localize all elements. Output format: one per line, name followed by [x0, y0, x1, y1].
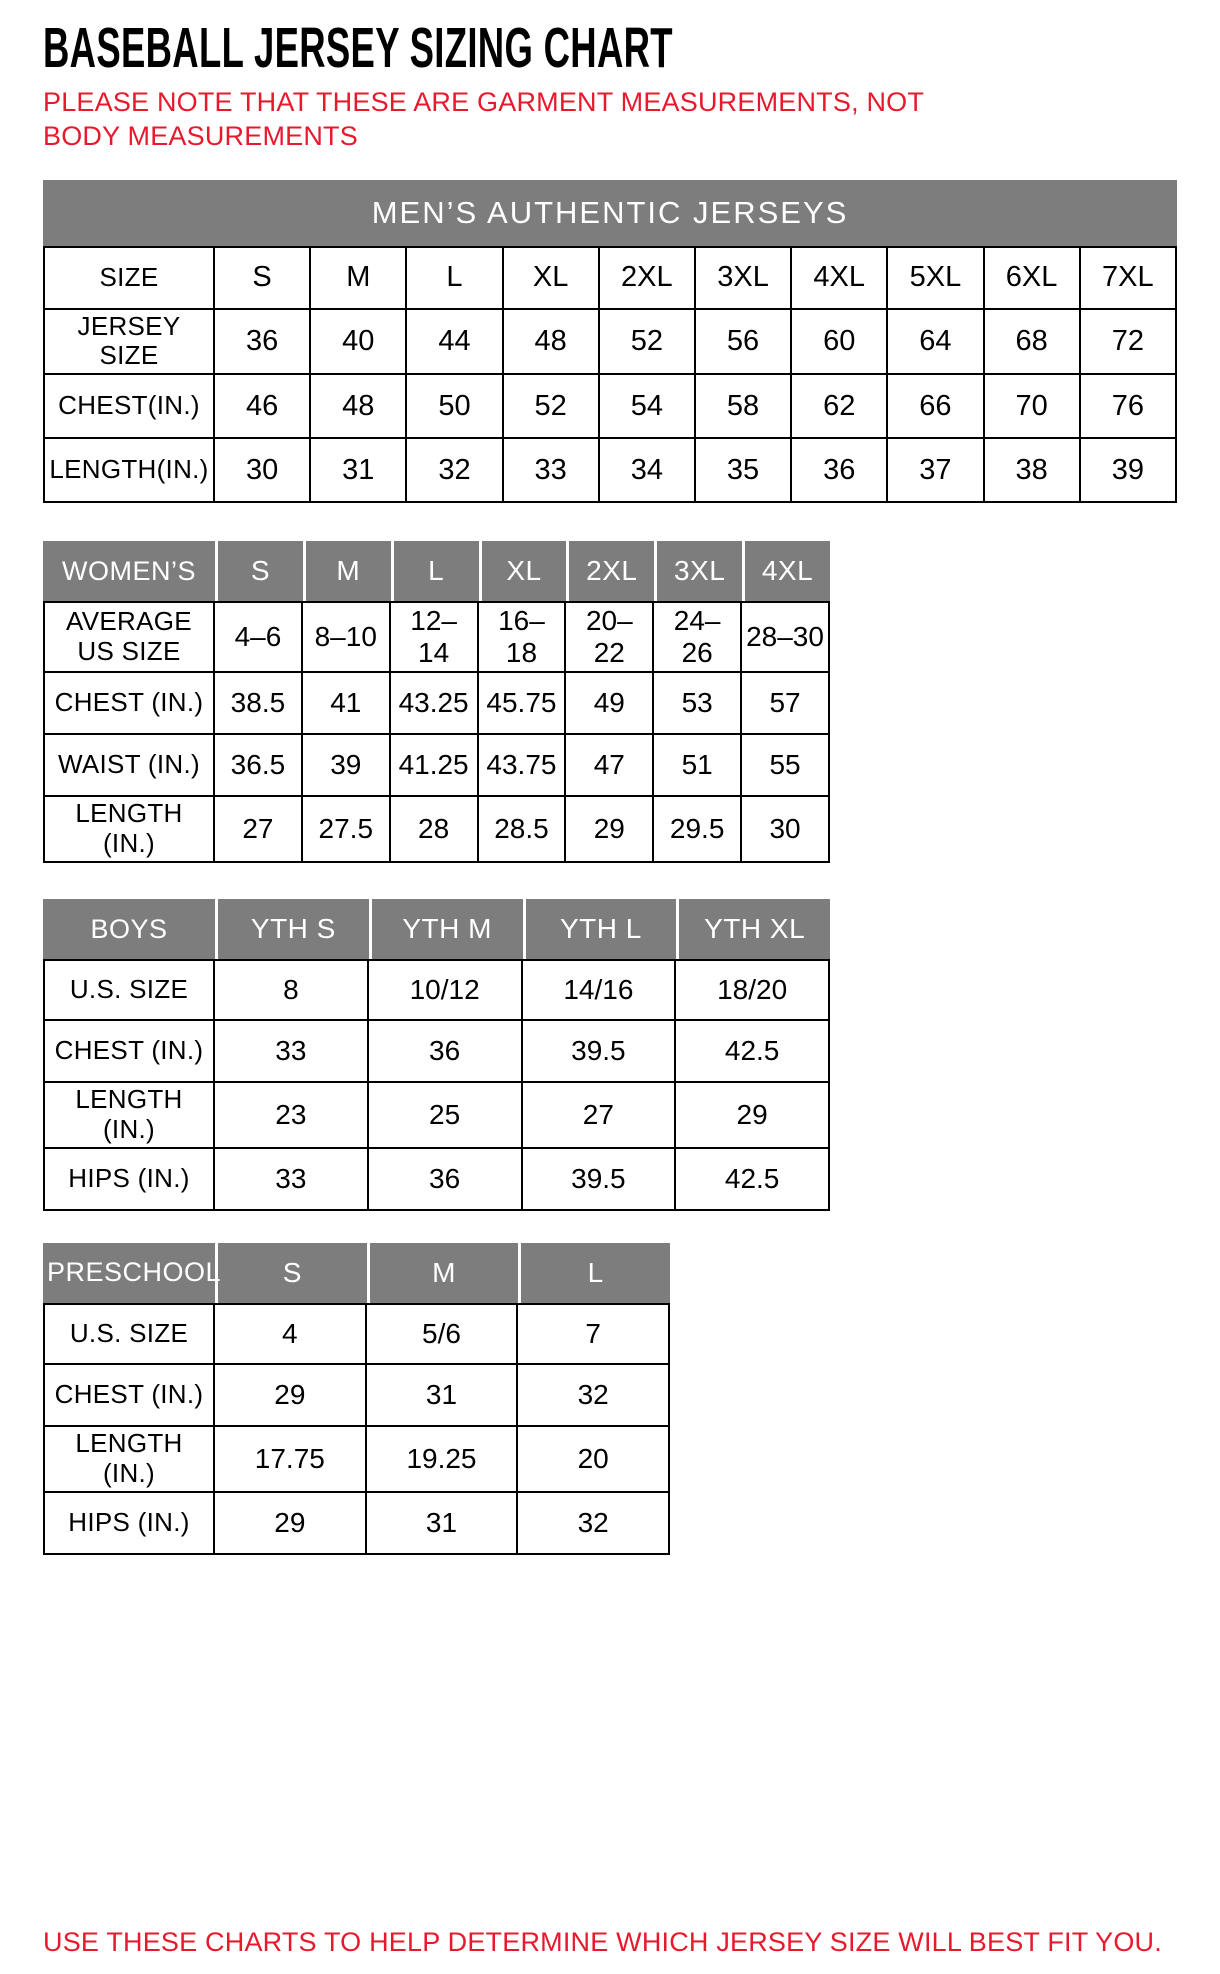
value-cell: 5/6 — [367, 1303, 519, 1365]
value-cell: 7 — [518, 1303, 670, 1365]
mens-title-row — [43, 180, 1177, 246]
value-cell: 42.5 — [676, 1149, 830, 1211]
value-cell: 47 — [566, 735, 654, 797]
value-cell: 23 — [215, 1083, 369, 1149]
value-cell: 36 — [369, 1149, 523, 1211]
value-cell: 28 — [391, 797, 479, 863]
value-cell: 19.25 — [367, 1427, 519, 1493]
value-cell: 4–6 — [215, 601, 303, 673]
value-cell: 39 — [303, 735, 391, 797]
size-header-cell: L — [518, 1243, 670, 1303]
value-cell: 29.5 — [654, 797, 742, 863]
header-label: WOMEN’S — [43, 541, 215, 601]
value-cell: 27.5 — [303, 797, 391, 863]
size-header-cell: YTH L — [523, 899, 677, 959]
value-cell: 6XL — [985, 246, 1081, 310]
value-cell: 41.25 — [391, 735, 479, 797]
preschool-table — [43, 1243, 670, 1555]
value-cell: 24–26 — [654, 601, 742, 673]
value-cell: 76 — [1081, 375, 1177, 439]
size-header-row — [43, 1243, 670, 1303]
value-cell: 14/16 — [523, 959, 677, 1021]
value-cell: 25 — [369, 1083, 523, 1149]
value-cell: 37 — [888, 439, 984, 503]
value-cell: 32 — [407, 439, 503, 503]
value-cell: 4 — [215, 1303, 367, 1365]
table-row — [43, 1021, 830, 1083]
row-label: LENGTH(IN.) — [43, 439, 215, 503]
value-cell: 30 — [215, 439, 311, 503]
size-header-cell: XL — [479, 541, 567, 601]
row-label: CHEST (IN.) — [43, 1021, 215, 1083]
value-cell: 60 — [792, 310, 888, 376]
value-cell: 30 — [742, 797, 830, 863]
value-cell: 36 — [215, 310, 311, 376]
value-cell: 8 — [215, 959, 369, 1021]
value-cell: 12–14 — [391, 601, 479, 673]
row-label: HIPS (IN.) — [43, 1493, 215, 1555]
size-header-cell: M — [303, 541, 391, 601]
table-row — [43, 797, 830, 863]
row-label: AVERAGE US SIZE — [43, 601, 215, 673]
value-cell: L — [407, 246, 503, 310]
size-header-cell: YTH S — [215, 899, 369, 959]
value-cell: 28.5 — [479, 797, 567, 863]
value-cell: 18/20 — [676, 959, 830, 1021]
value-cell: 39 — [1081, 439, 1177, 503]
value-cell: 17.75 — [215, 1427, 367, 1493]
value-cell: 36 — [369, 1021, 523, 1083]
mens-table — [43, 180, 1177, 504]
value-cell: 31 — [311, 439, 407, 503]
value-cell: 36.5 — [215, 735, 303, 797]
womens-table — [43, 541, 830, 863]
table-row — [43, 375, 1177, 439]
value-cell: 42.5 — [676, 1021, 830, 1083]
value-cell: 36 — [792, 439, 888, 503]
value-cell: 33 — [215, 1149, 369, 1211]
value-cell: 20–22 — [566, 601, 654, 673]
value-cell: 3XL — [696, 246, 792, 310]
value-cell: 49 — [566, 673, 654, 735]
row-label: U.S. SIZE — [43, 959, 215, 1021]
value-cell: 56 — [696, 310, 792, 376]
value-cell: 31 — [367, 1365, 519, 1427]
value-cell: 46 — [215, 375, 311, 439]
value-cell: 20 — [518, 1427, 670, 1493]
value-cell: 52 — [504, 375, 600, 439]
table-row — [43, 1083, 830, 1149]
value-cell: 45.75 — [479, 673, 567, 735]
value-cell: 7XL — [1081, 246, 1177, 310]
value-cell: 51 — [654, 735, 742, 797]
value-cell: 50 — [407, 375, 503, 439]
value-cell: 54 — [600, 375, 696, 439]
value-cell: 43.25 — [391, 673, 479, 735]
header-label: BOYS — [43, 899, 215, 959]
size-header-cell: YTH XL — [676, 899, 830, 959]
value-cell: 68 — [985, 310, 1081, 376]
table-row — [43, 439, 1177, 503]
table-row — [43, 1493, 670, 1555]
value-cell: 2XL — [600, 246, 696, 310]
value-cell: 72 — [1081, 310, 1177, 376]
table-row — [43, 1365, 670, 1427]
size-header-cell: 4XL — [742, 541, 830, 601]
value-cell: 27 — [523, 1083, 677, 1149]
row-label: CHEST (IN.) — [43, 1365, 215, 1427]
table-row — [43, 1149, 830, 1211]
value-cell: 53 — [654, 673, 742, 735]
value-cell: 32 — [518, 1493, 670, 1555]
row-label: U.S. SIZE — [43, 1303, 215, 1365]
table-row — [43, 735, 830, 797]
row-label: JERSEY SIZE — [43, 310, 215, 376]
value-cell: 16–18 — [479, 601, 567, 673]
value-cell: 27 — [215, 797, 303, 863]
row-label: HIPS (IN.) — [43, 1149, 215, 1211]
value-cell: 64 — [888, 310, 984, 376]
row-label: CHEST (IN.) — [43, 673, 215, 735]
table-row — [43, 601, 830, 673]
row-label: CHEST(IN.) — [43, 375, 215, 439]
value-cell: 58 — [696, 375, 792, 439]
value-cell: 10/12 — [369, 959, 523, 1021]
table-row — [43, 673, 830, 735]
value-cell: 31 — [367, 1493, 519, 1555]
table-row — [43, 1427, 670, 1493]
size-header-cell: 3XL — [654, 541, 742, 601]
value-cell: M — [311, 246, 407, 310]
size-header-row — [43, 541, 830, 601]
page-title: BASEBALL JERSEY SIZING CHART — [43, 16, 673, 80]
value-cell: 41 — [303, 673, 391, 735]
value-cell: 44 — [407, 310, 503, 376]
value-cell: 62 — [792, 375, 888, 439]
size-header-cell: YTH M — [369, 899, 523, 959]
footer-note: USE THESE CHARTS TO HELP DETERMINE WHICH JERSEY SIZE WILL BEST FIT YOU. — [43, 1927, 1162, 1957]
value-cell: S — [215, 246, 311, 310]
value-cell: 35 — [696, 439, 792, 503]
value-cell: 40 — [311, 310, 407, 376]
boys-table — [43, 899, 830, 1211]
value-cell: 57 — [742, 673, 830, 735]
size-header-cell: S — [215, 1243, 367, 1303]
value-cell: 4XL — [792, 246, 888, 310]
value-cell: 38.5 — [215, 673, 303, 735]
header-label: PRESCHOOL — [43, 1243, 215, 1303]
row-label: LENGTH (IN.) — [43, 1083, 215, 1149]
page-title-wrap — [43, 16, 1177, 80]
mens-table-title: MEN’S AUTHENTIC JERSEYS — [43, 180, 1177, 246]
size-header-cell: S — [215, 541, 303, 601]
value-cell: 55 — [742, 735, 830, 797]
row-label: SIZE — [43, 246, 215, 310]
value-cell: 38 — [985, 439, 1081, 503]
size-header-cell: 2XL — [566, 541, 654, 601]
table-row — [43, 1303, 670, 1365]
table-row — [43, 310, 1177, 376]
value-cell: 29 — [566, 797, 654, 863]
value-cell: 52 — [600, 310, 696, 376]
row-label: WAIST (IN.) — [43, 735, 215, 797]
value-cell: 33 — [215, 1021, 369, 1083]
value-cell: 33 — [504, 439, 600, 503]
measurement-note: PLEASE NOTE THAT THESE ARE GARMENT MEASUREMENTS, NOT BODY MEASUREMENTS — [43, 87, 924, 151]
value-cell: XL — [504, 246, 600, 310]
value-cell: 32 — [518, 1365, 670, 1427]
value-cell: 28–30 — [742, 601, 830, 673]
table-row — [43, 246, 1177, 310]
size-header-cell: L — [391, 541, 479, 601]
value-cell: 48 — [311, 375, 407, 439]
value-cell: 29 — [215, 1365, 367, 1427]
size-header-cell: M — [367, 1243, 519, 1303]
value-cell: 29 — [215, 1493, 367, 1555]
value-cell: 70 — [985, 375, 1081, 439]
value-cell: 5XL — [888, 246, 984, 310]
value-cell: 29 — [676, 1083, 830, 1149]
value-cell: 48 — [504, 310, 600, 376]
table-row — [43, 959, 830, 1021]
row-label: LENGTH (IN.) — [43, 797, 215, 863]
value-cell: 66 — [888, 375, 984, 439]
value-cell: 8–10 — [303, 601, 391, 673]
value-cell: 39.5 — [523, 1021, 677, 1083]
value-cell: 34 — [600, 439, 696, 503]
row-label: LENGTH (IN.) — [43, 1427, 215, 1493]
value-cell: 43.75 — [479, 735, 567, 797]
value-cell: 39.5 — [523, 1149, 677, 1211]
size-header-row — [43, 899, 830, 959]
